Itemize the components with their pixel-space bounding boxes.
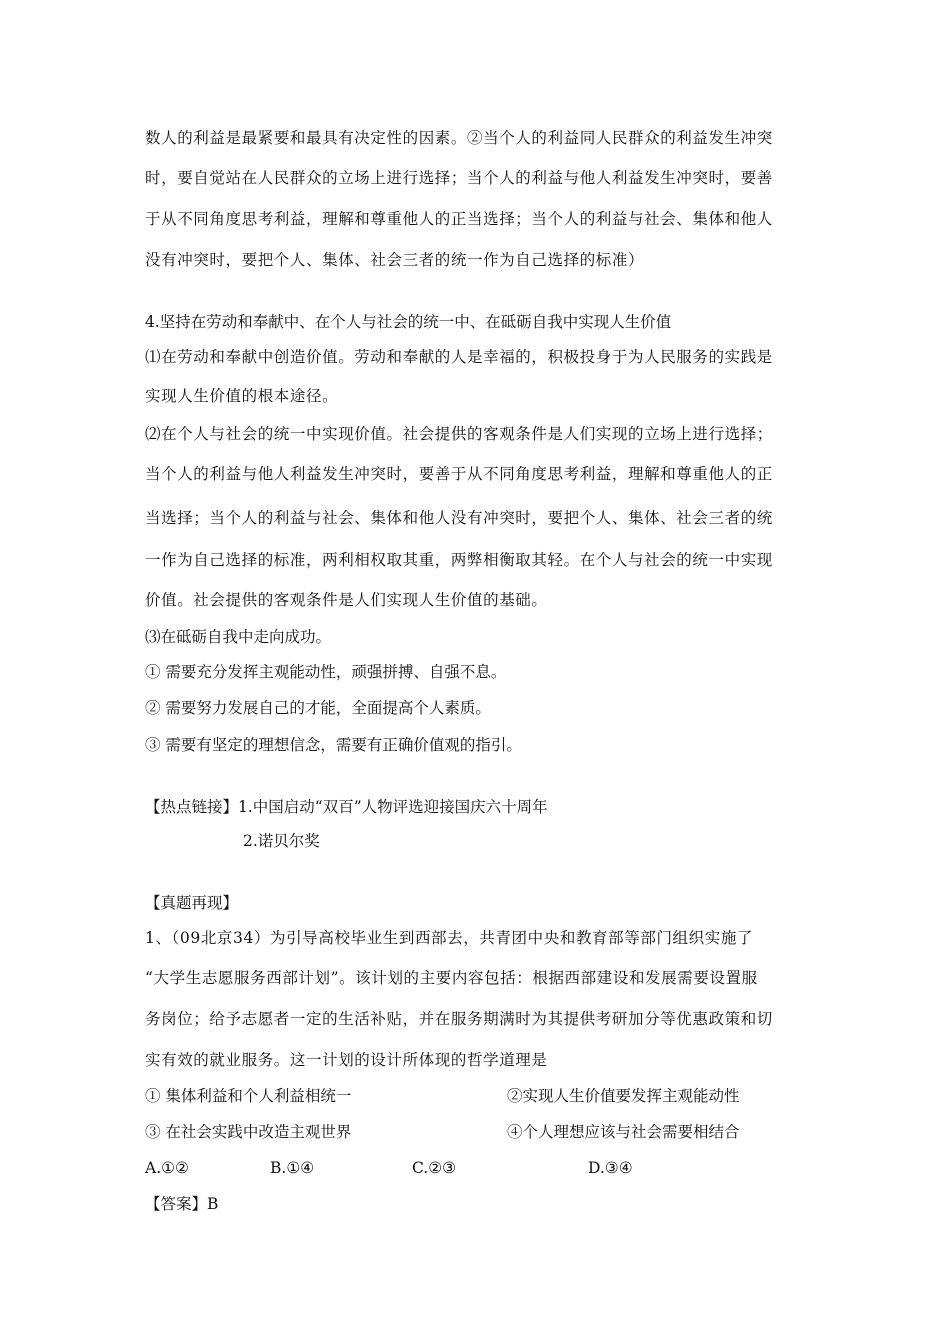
option-a: A.①② [145,1159,189,1177]
statement: ③ 在社会实践中改造主观世界 [145,1123,352,1141]
paragraph-line: 一作为自己选择的标准，两利相权取其重，两弊相衡取其轻。在个人与社会的统一中实现 [145,551,773,569]
paragraph-line: ⑵在个人与社会的统一中实现价值。社会提供的客观条件是人们实现的立场上进行选择； [145,425,773,443]
section-heading: 4.坚持在劳动和奉献中、在个人与社会的统一中、在砥砺自我中实现人生价值 [145,313,672,331]
question-line: 实有效的就业服务。这一计划的设计所体现的哲学道理是 [145,1051,548,1069]
option-b: B.①④ [270,1159,315,1177]
list-item: ③ 需要有坚定的理想信念，需要有正确价值观的指引。 [145,736,522,754]
hotlink-item: 2.诺贝尔奖 [243,832,320,850]
question-line: 务岗位；给予志愿者一定的生活补贴，并在服务期满时为其提供考研加分等优惠政策和切 [145,1010,773,1028]
question-line: “大学生志愿服务西部计划”。该计划的主要内容包括：根据西部建设和发展需要设置服 [145,969,758,987]
exam-heading: 【真题再现】 [145,894,239,912]
paragraph-line: 当个人的利益与他人利益发生冲突时，要善于从不同角度思考利益，理解和尊重他人的正 [145,465,773,483]
paragraph-line: 价值。社会提供的客观条件是人们实现人生价值的基础。 [145,591,548,609]
paragraph-line: 于从不同角度思考利益，理解和尊重他人的正当选择；当个人的利益与社会、集体和他人 [145,210,773,228]
statement: ① 集体利益和个人利益相统一 [145,1087,352,1105]
list-item: ① 需要充分发挥主观能动性，顽强拼搏、自强不息。 [145,663,507,681]
paragraph-line: 时，要自觉站在人民群众的立场上进行选择；当个人的利益与他人利益发生冲突时，要善 [145,169,773,187]
paragraph-line: 当选择；当个人的利益与社会、集体和他人没有冲突时，要把个人、集体、社会三者的统 [145,509,773,527]
question-line: 1、（09北京34）为引导高校毕业生到西部去，共青团中央和教育部等部门组织实施了 [145,929,754,947]
hotlink-line: 【热点链接】1.中国启动“双百”人物评选迎接国庆六十周年 [145,798,548,816]
paragraph-line: ⑴在劳动和奉献中创造价值。劳动和奉献的人是幸福的，积极投身于为人民服务的实践是 [145,348,773,366]
answer-line: 【答案】B [145,1195,219,1213]
list-item: ② 需要努力发展自己的才能，全面提高个人素质。 [145,699,491,717]
statement: ②实现人生价值要发挥主观能动性 [507,1087,740,1105]
statement: ④个人理想应该与社会需要相结合 [507,1123,740,1141]
option-c: C.②③ [412,1159,457,1177]
paragraph-line: 数人的利益是最紧要和最具有决定性的因素。②当个人的利益同人民群众的利益发生冲突 [145,129,773,147]
paragraph-line: 没有冲突时，要把个人、集体、社会三者的统一作为自己选择的标准） [145,251,645,269]
paragraph-line: ⑶在砥砺自我中走向成功。 [145,628,332,646]
option-d: D.③④ [588,1159,633,1177]
paragraph-line: 实现人生价值的根本途径。 [145,387,339,405]
